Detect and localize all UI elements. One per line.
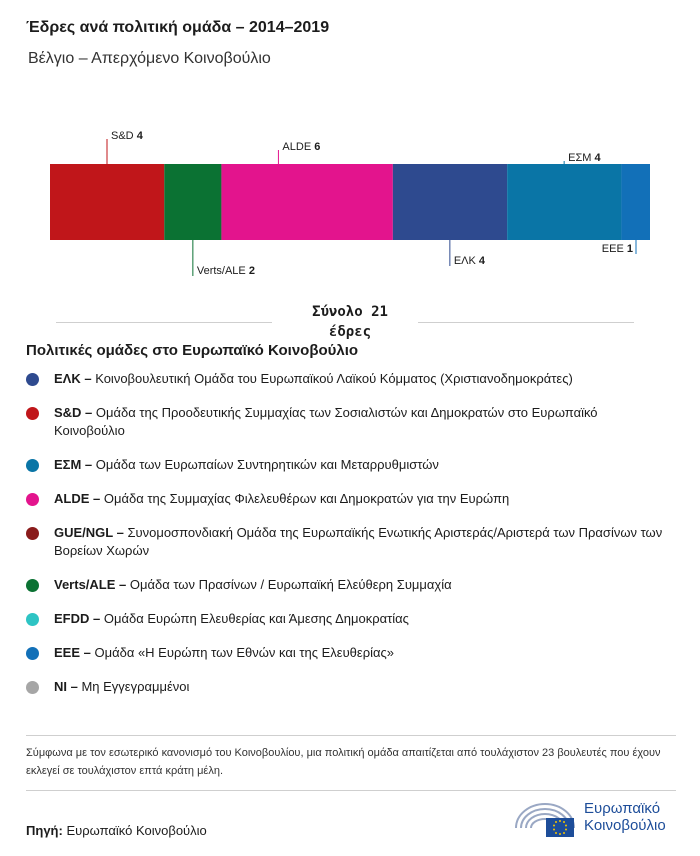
legend-item bbox=[24, 610, 664, 628]
legend-title: Πολιτικές ομάδες στο Ευρωπαϊκό Κοινοβούλιο bbox=[26, 342, 359, 359]
legend-description: Ομάδα Ευρώπη Ελευθερίας και Άμεσης Δημοκρατίας bbox=[100, 611, 409, 626]
logo-wordmark bbox=[584, 800, 666, 834]
bar-label-1 bbox=[197, 265, 255, 277]
total-divider-right bbox=[418, 322, 634, 323]
legend-item bbox=[24, 490, 664, 508]
legend-dot bbox=[26, 647, 39, 660]
total-label: Σύνολο bbox=[312, 304, 363, 320]
legend-item bbox=[24, 404, 664, 440]
legend-abbr: Verts/ALE – bbox=[54, 577, 127, 592]
bar-label-2 bbox=[282, 141, 320, 153]
bar-label-4 bbox=[568, 152, 601, 164]
legend-item bbox=[24, 576, 664, 594]
legend-description: Ομάδα της Προοδευτικής Συμμαχίας των Σοσιαλιστών και Δημοκρατών στο Ευρωπαϊκό Κοινοβούλιο bbox=[54, 405, 598, 438]
legend-abbr: ΕΛΚ – bbox=[54, 371, 92, 386]
bar-label-name: S&D bbox=[111, 130, 137, 142]
total-value: 21 bbox=[371, 304, 388, 320]
bar-segment-4 bbox=[507, 164, 621, 240]
source-value: Ευρωπαϊκό Κοινοβούλιο bbox=[66, 823, 207, 838]
bar-segment-1 bbox=[164, 164, 221, 240]
legend-item bbox=[24, 456, 664, 474]
chart-subtitle: Βέλγιο – Απερχόμενο Κοινοβούλιο bbox=[28, 50, 271, 67]
bar-label-name: ALDE bbox=[282, 141, 315, 153]
legend-dot bbox=[26, 459, 39, 472]
total-unit: έδρες bbox=[328, 324, 372, 340]
bar-label-value: 4 bbox=[136, 130, 143, 142]
legend-abbr: NI – bbox=[54, 679, 78, 694]
legend-description: Ομάδα των Πρασίνων / Ευρωπαϊκή Ελεύθερη Συμμαχία bbox=[126, 577, 452, 592]
legend-description: Ομάδα «Η Ευρώπη των Εθνών και της Ελευθερίας» bbox=[90, 645, 395, 660]
bar-segment-0 bbox=[50, 164, 164, 240]
bar-label-0 bbox=[111, 130, 144, 142]
bar-label-name: ΕΣΜ bbox=[568, 152, 595, 164]
legend-abbr: ALDE – bbox=[54, 491, 101, 506]
legend-item bbox=[24, 678, 664, 696]
legend-dot bbox=[26, 373, 39, 386]
total-seats bbox=[300, 302, 400, 342]
legend-description: Συνομοσπονδιακή Ομάδα της Ευρωπαϊκής Ενωτικής Αριστεράς/Αριστερά των Πρασίνων των Βορείων Χωρών bbox=[54, 525, 663, 558]
bar-label-3 bbox=[454, 255, 486, 267]
source bbox=[26, 823, 207, 838]
legend-description: Μη Εγγεγραμμένοι bbox=[77, 679, 190, 694]
legend-dot bbox=[26, 613, 39, 626]
seat-bar-chart bbox=[0, 120, 700, 290]
legend-abbr: S&D – bbox=[54, 405, 93, 420]
legend-description: Κοινοβουλευτική Ομάδα του Ευρωπαϊκού Λαϊκού Κόμματος (Χριστιανοδημοκράτες) bbox=[91, 371, 573, 386]
legend-dot bbox=[26, 493, 39, 506]
legend-dot bbox=[26, 527, 39, 540]
logo-line-1: Ευρωπαϊκό bbox=[584, 800, 661, 817]
legend-description: Ομάδα των Ευρωπαίων Συντηρητικών και Μεταρρυθμιστών bbox=[92, 457, 439, 472]
chart-title: Έδρες ανά πολιτική ομάδα – 2014–2019 bbox=[26, 19, 330, 36]
bar-segment-5 bbox=[621, 164, 650, 240]
bar-segment-2 bbox=[221, 164, 392, 240]
european-parliament-logo bbox=[512, 798, 682, 840]
total-divider-left bbox=[56, 322, 272, 323]
legend-item bbox=[24, 524, 664, 560]
legend-item bbox=[24, 370, 664, 388]
bar-label-value: 1 bbox=[626, 243, 633, 255]
source-label: Πηγή: bbox=[26, 823, 63, 838]
hemicycle-icon bbox=[512, 798, 578, 838]
legend-abbr: GUE/NGL – bbox=[54, 525, 124, 540]
bar-label-5 bbox=[602, 243, 633, 255]
legend-abbr: ΕΣΜ – bbox=[54, 457, 93, 472]
bar-segment-3 bbox=[393, 164, 507, 240]
bar-label-value: 6 bbox=[314, 141, 321, 153]
bar-label-name: Verts/ALE bbox=[196, 265, 249, 277]
legend-dot bbox=[26, 681, 39, 694]
bar-label-value: 4 bbox=[478, 255, 486, 267]
legend-item bbox=[24, 644, 664, 662]
legend-abbr: EFDD – bbox=[54, 611, 101, 626]
bar-label-value: 2 bbox=[248, 265, 255, 277]
bar-label-name: ΕΛΚ bbox=[453, 255, 479, 267]
footnote: Σύμφωνα με τον εσωτερικό κανονισμό του Κοινοβουλίου, μια πολιτική ομάδα απαιτίζεται από τουλάχιστον 23 βουλευτές που έχουν εκλεγεί σε τουλάχιστον επτά κράτη μέλη. bbox=[26, 735, 676, 791]
legend-dot bbox=[26, 579, 39, 592]
legend-dot bbox=[26, 407, 39, 420]
legend bbox=[24, 370, 664, 712]
bar-label-value: 4 bbox=[594, 152, 601, 164]
bar-label-name: ΕΕΕ bbox=[601, 243, 627, 255]
legend-description: Ομάδα της Συμμαχίας Φιλελευθέρων και Δημοκρατών για την Ευρώπη bbox=[100, 491, 510, 506]
logo-line-2: Κοινοβούλιο bbox=[584, 817, 666, 834]
legend-abbr: ΕΕΕ – bbox=[54, 645, 91, 660]
